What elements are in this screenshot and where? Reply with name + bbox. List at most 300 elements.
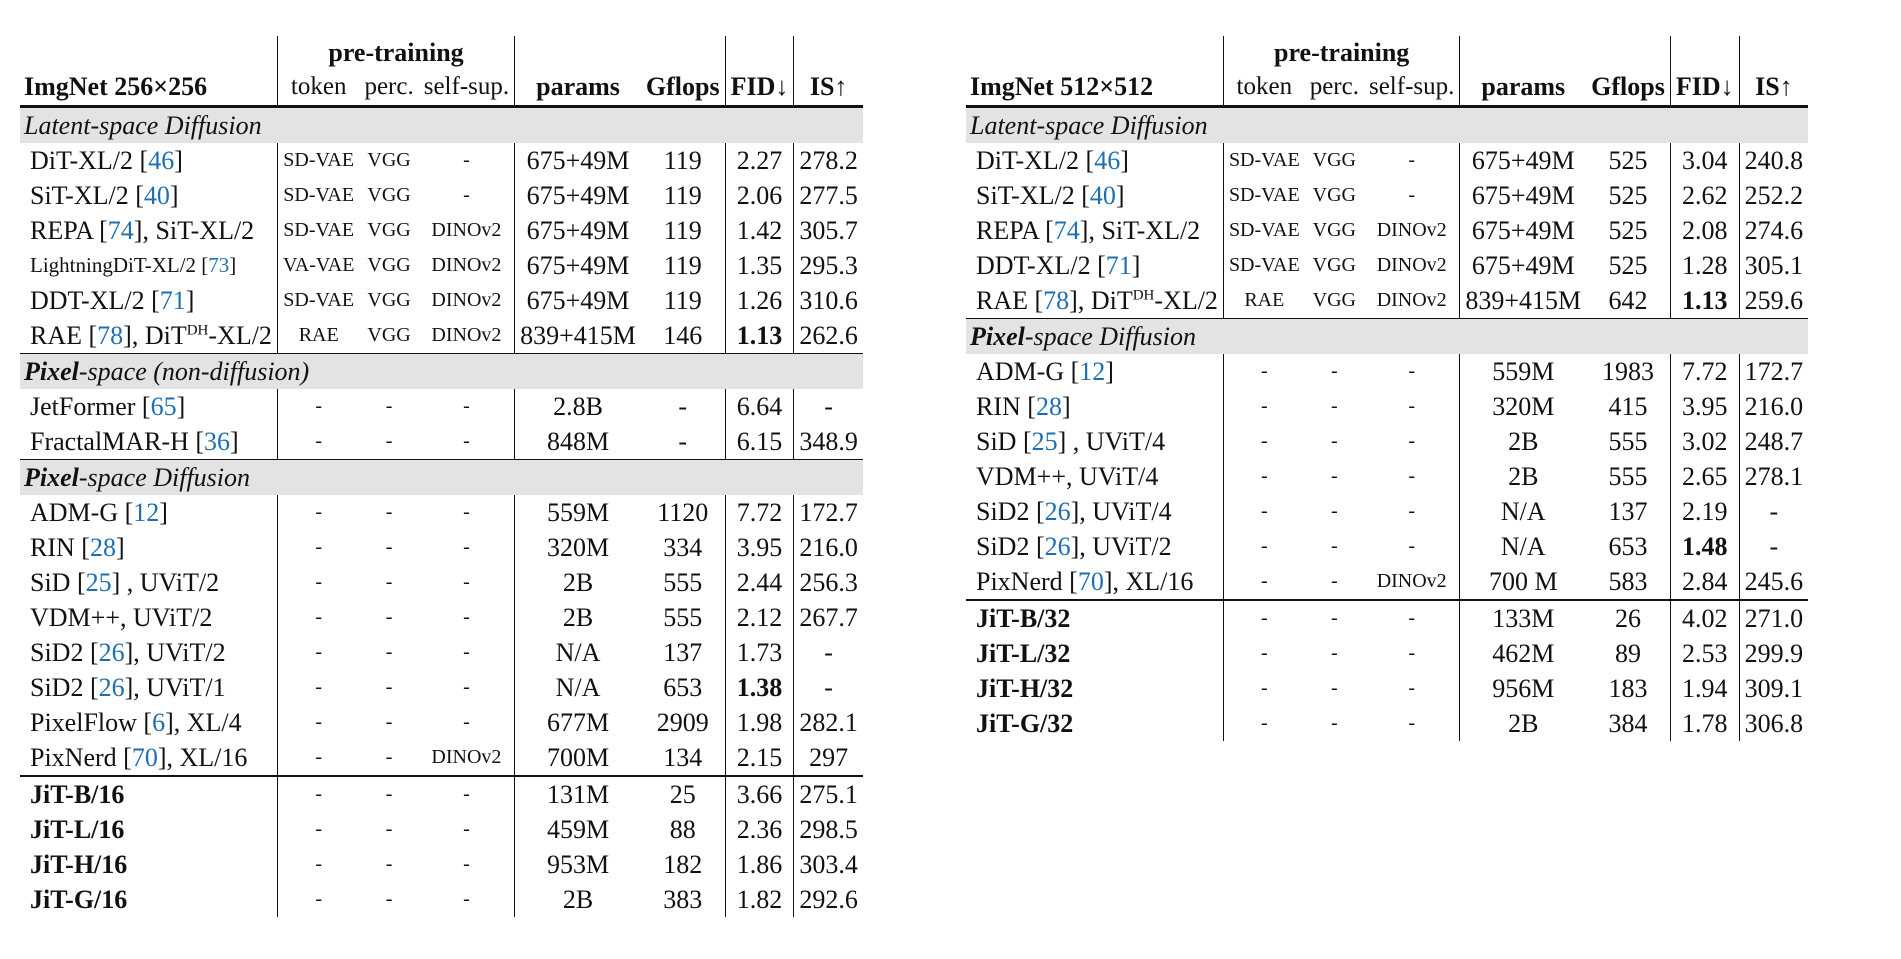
fid-cell: 6.64 — [725, 389, 794, 424]
token-cell: SD-VAE — [1223, 213, 1304, 248]
section-pixel-diffusion — [966, 319, 1808, 355]
fid-cell: 3.02 — [1670, 424, 1739, 459]
params-cell: N/A — [515, 670, 641, 705]
pretraining-header: pre-training — [1223, 36, 1459, 69]
model-name — [20, 882, 277, 917]
table-row — [20, 600, 863, 635]
params-cell: 2B — [1460, 459, 1586, 494]
perc-cell: VGG — [367, 219, 411, 241]
fid-cell: 1.42 — [725, 213, 794, 248]
model-name — [966, 459, 1223, 494]
perc-cell: - — [1331, 465, 1338, 487]
params-cell: N/A — [1460, 494, 1586, 529]
params-cell: 848M — [515, 424, 641, 460]
table-title: ImgNet 512×512 — [966, 69, 1223, 107]
citation-link: 26 — [1044, 497, 1071, 526]
model-text: PixelFlow [ — [30, 708, 153, 737]
is-cell: 298.5 — [794, 812, 863, 847]
citation-link: 65 — [150, 392, 177, 421]
selfsup-cell: - — [463, 430, 470, 452]
fid-cell: 1.28 — [1670, 248, 1739, 283]
gflops-cell: 89 — [1615, 639, 1642, 668]
selfsup-cell: - — [463, 184, 470, 206]
perc-cell: - — [1331, 570, 1338, 592]
params-cell: 459M — [515, 812, 641, 847]
token-cell: - — [1223, 636, 1304, 671]
model-text: ], XL/4 — [165, 708, 242, 737]
selfsup-cell: - — [1408, 360, 1416, 382]
perc-cell: VGG — [367, 289, 411, 311]
model-text: -XL/2 — [1154, 286, 1218, 315]
table-row — [966, 600, 1808, 636]
selfsup-cell: - — [463, 536, 470, 558]
model-name — [20, 495, 277, 530]
model-text: SiD2 [ — [30, 638, 99, 667]
is-cell: 274.6 — [1739, 213, 1808, 248]
gflops-cell: 525 — [1608, 216, 1648, 245]
gflops-cell: 119 — [663, 216, 702, 245]
table-row — [966, 494, 1808, 529]
col-perc: perc. — [1305, 69, 1364, 107]
params-cell: 320M — [1460, 389, 1586, 424]
model-text: ], UViT/1 — [124, 673, 226, 702]
token-cell: - — [1223, 671, 1304, 706]
token-cell: SD-VAE — [1223, 248, 1304, 283]
model-text: ], XL/16 — [157, 743, 248, 772]
params-cell: 559M — [1460, 354, 1586, 389]
token-cell: - — [277, 882, 359, 917]
is-cell: 259.6 — [1739, 283, 1808, 319]
params-cell: 559M — [515, 495, 641, 530]
is-cell: 277.5 — [794, 178, 863, 213]
table-row — [20, 565, 863, 600]
model-text: SiD [ — [976, 427, 1032, 456]
col-gflops: Gflops — [1586, 69, 1670, 107]
model-text: ] — [1120, 146, 1129, 175]
table-row — [20, 812, 863, 847]
gflops-cell: 653 — [663, 673, 703, 702]
token-cell: RAE — [277, 318, 359, 354]
selfsup-cell: - — [1408, 535, 1416, 557]
params-cell: 2B — [1460, 424, 1586, 459]
selfsup-cell: DINOv2 — [1376, 219, 1447, 241]
gflops-cell: - — [678, 392, 688, 421]
col-params: params — [515, 69, 641, 107]
section-latent — [966, 107, 1808, 144]
fid-cell: 2.19 — [1670, 494, 1739, 529]
params-cell: 956M — [1460, 671, 1586, 706]
perc-cell: - — [1331, 712, 1338, 734]
token-cell: - — [277, 812, 359, 847]
params-cell: 953M — [515, 847, 641, 882]
table-row — [20, 670, 863, 705]
section-pixel-nondiffusion — [20, 354, 863, 390]
is-cell: 271.0 — [1739, 600, 1808, 636]
col-selfsup: self-sup. — [1364, 69, 1460, 107]
gflops-cell: 642 — [1608, 286, 1648, 315]
model-text: JiT-B/32 — [976, 604, 1071, 633]
col-token: token — [1223, 69, 1304, 107]
token-cell: - — [277, 495, 359, 530]
table-row — [20, 705, 863, 740]
is-cell: 278.2 — [794, 143, 863, 178]
section-title: Latent-space Diffusion — [20, 107, 863, 144]
fid-cell: 1.82 — [725, 882, 794, 917]
selfsup-cell: - — [463, 149, 470, 171]
citation-link: 70 — [131, 743, 158, 772]
model-text: SiD2 [ — [30, 673, 99, 702]
gflops-cell: 137 — [663, 638, 703, 667]
model-text: ] — [115, 533, 125, 562]
gflops-cell: 334 — [663, 533, 703, 562]
token-cell: - — [277, 424, 359, 460]
model-text: ], UViT/4 — [1070, 497, 1172, 526]
is-cell: 299.9 — [1739, 636, 1808, 671]
token-cell: - — [1223, 600, 1304, 636]
model-name — [20, 635, 277, 670]
params-cell: 131M — [515, 776, 641, 812]
selfsup-cell: - — [1408, 500, 1416, 522]
is-cell: 240.8 — [1739, 143, 1808, 178]
token-cell: SD-VAE — [277, 283, 359, 318]
model-text: ], UViT/2 — [1070, 532, 1172, 561]
citation-link: 26 — [98, 638, 125, 667]
is-cell: 172.7 — [794, 495, 863, 530]
superscript: DH — [186, 322, 209, 339]
citation-link: 12 — [133, 498, 160, 527]
fid-cell: 1.35 — [725, 248, 794, 283]
model-name — [20, 248, 277, 283]
is-cell: 245.6 — [1739, 564, 1808, 600]
model-name — [966, 354, 1223, 389]
perc-cell: - — [1331, 500, 1338, 522]
params-cell: 675+49M — [1460, 248, 1586, 283]
gflops-cell: 415 — [1608, 392, 1648, 421]
model-text: RAE [ — [976, 286, 1044, 315]
superscript: DH — [1132, 287, 1155, 304]
table-row — [966, 564, 1808, 600]
fid-cell: 1.86 — [725, 847, 794, 882]
fid-cell: 1.73 — [725, 635, 794, 670]
selfsup-cell: - — [463, 676, 470, 698]
params-cell: 2B — [515, 600, 641, 635]
perc-cell: - — [385, 888, 393, 910]
perc-cell: - — [385, 501, 393, 523]
gflops-cell: 1983 — [1602, 357, 1655, 386]
citation-link: 40 — [1089, 181, 1116, 210]
section-title: Pixel-space Diffusion — [20, 460, 863, 496]
is-cell: 309.1 — [1739, 671, 1808, 706]
citation-link: 74 — [1053, 216, 1080, 245]
citation-link: 36 — [204, 427, 231, 456]
params-cell: 675+49M — [515, 143, 641, 178]
model-text: ], XL/16 — [1103, 567, 1194, 596]
fid-cell: 3.04 — [1670, 143, 1739, 178]
selfsup-cell: - — [1408, 677, 1416, 699]
model-name — [966, 178, 1223, 213]
fid-cell: 1.94 — [1670, 671, 1739, 706]
token-cell: - — [1223, 459, 1304, 494]
token-cell: SD-VAE — [1223, 178, 1304, 213]
token-cell: - — [1223, 529, 1304, 564]
model-text: ], DiT — [123, 321, 187, 350]
fid-cell: 4.02 — [1670, 600, 1739, 636]
model-text: ] , UViT/4 — [1057, 427, 1166, 456]
col-fid: FID↓ — [1670, 69, 1739, 107]
is-cell: 256.3 — [794, 565, 863, 600]
perc-cell: VGG — [1312, 184, 1357, 206]
col-perc: perc. — [359, 69, 418, 107]
citation-link: 25 — [1031, 427, 1058, 456]
model-name — [20, 530, 277, 565]
model-name — [966, 213, 1223, 248]
col-token: token — [277, 69, 359, 107]
token-cell: VA-VAE — [277, 248, 359, 283]
is-cell: - — [794, 389, 863, 424]
model-text: JiT-H/32 — [976, 674, 1074, 703]
selfsup-cell: - — [1408, 642, 1416, 664]
model-text: -XL/2 — [208, 321, 272, 350]
col-params: params — [1460, 69, 1586, 107]
gflops-cell: 137 — [1608, 497, 1648, 526]
selfsup-cell: - — [1364, 600, 1460, 636]
gflops-cell: 525 — [1608, 181, 1648, 210]
perc-cell: - — [385, 430, 393, 452]
params-cell: 675+49M — [1460, 178, 1586, 213]
fid-cell: 2.84 — [1670, 564, 1739, 600]
is-cell: - — [794, 670, 863, 705]
token-cell: - — [1223, 354, 1304, 389]
perc-cell: - — [385, 641, 393, 663]
perc-cell: - — [385, 818, 393, 840]
params-cell: 675+49M — [515, 178, 641, 213]
fid-cell: 2.44 — [725, 565, 794, 600]
model-text: ] — [1131, 251, 1141, 280]
selfsup-cell: - — [463, 711, 470, 733]
model-name — [966, 529, 1223, 564]
params-cell: N/A — [515, 635, 641, 670]
model-name — [20, 318, 277, 354]
gflops-cell: 134 — [663, 743, 703, 772]
model-name — [20, 389, 277, 424]
model-text: REPA [ — [30, 216, 108, 245]
token-cell: SD-VAE — [1223, 143, 1304, 178]
model-text: ] — [229, 253, 237, 277]
model-text: SiT-XL/2 [ — [30, 181, 144, 210]
is-cell: 295.3 — [794, 248, 863, 283]
table-row — [966, 424, 1808, 459]
fid-cell: 1.13 — [1670, 283, 1739, 319]
is-cell: 262.6 — [794, 318, 863, 354]
token-cell: - — [1223, 564, 1304, 600]
gflops-cell: 2909 — [656, 708, 709, 737]
citation-link: 28 — [1035, 392, 1062, 421]
model-name — [966, 424, 1223, 459]
selfsup-cell: - — [463, 571, 470, 593]
model-text: VDM++, UViT/2 — [30, 603, 213, 632]
table-row — [20, 248, 863, 283]
gflops-cell: 182 — [663, 850, 703, 879]
gflops-cell: 653 — [1608, 532, 1648, 561]
params-cell: 675+49M — [515, 283, 641, 318]
gflops-cell: 555 — [1608, 462, 1648, 491]
token-cell: - — [277, 740, 359, 776]
model-text: SiD2 [ — [976, 532, 1045, 561]
table-row — [20, 495, 863, 530]
perc-cell: - — [385, 395, 393, 417]
is-cell: 278.1 — [1739, 459, 1808, 494]
params-cell: 675+49M — [515, 213, 641, 248]
imagenet-512-table — [966, 36, 1808, 741]
gflops-cell: 146 — [663, 321, 703, 350]
model-text: ADM-G [ — [30, 498, 134, 527]
model-name — [20, 178, 277, 213]
citation-link: 71 — [1105, 251, 1132, 280]
model-name — [20, 847, 277, 882]
model-text: JiT-G/32 — [976, 709, 1074, 738]
model-name — [20, 776, 277, 812]
perc-cell: - — [1331, 430, 1338, 452]
perc-cell: VGG — [367, 254, 411, 276]
selfsup-cell: - — [1408, 184, 1416, 206]
citation-link: 28 — [89, 533, 116, 562]
fid-cell: 1.98 — [725, 705, 794, 740]
fid-cell: 1.78 — [1670, 706, 1739, 741]
is-cell: 252.2 — [1739, 178, 1808, 213]
col-selfsup: self-sup. — [419, 69, 515, 107]
model-name — [966, 283, 1223, 319]
perc-cell: - — [385, 536, 393, 558]
table-row — [20, 424, 863, 460]
selfsup-cell: - — [463, 501, 470, 523]
token-cell: - — [1223, 706, 1304, 741]
model-text: JiT-H/16 — [30, 850, 128, 879]
perc-cell: - — [385, 571, 393, 593]
token-cell: - — [277, 670, 359, 705]
perc-cell: VGG — [1312, 289, 1357, 311]
token-cell: - — [277, 635, 359, 670]
is-cell: - — [794, 635, 863, 670]
model-text: FractalMAR-H [ — [30, 427, 205, 456]
table-row — [966, 248, 1808, 283]
selfsup-cell: DINOv2 — [431, 289, 502, 311]
fid-cell: 2.12 — [725, 600, 794, 635]
model-text: JiT-B/16 — [30, 780, 125, 809]
fid-cell: 2.15 — [725, 740, 794, 776]
imagenet-256-table — [20, 36, 863, 917]
model-text: JiT-L/16 — [30, 815, 125, 844]
selfsup-cell: DINOv2 — [1376, 570, 1447, 592]
token-cell: SD-VAE — [277, 178, 359, 213]
table-row — [20, 283, 863, 318]
is-cell: 305.1 — [1739, 248, 1808, 283]
model-name — [966, 636, 1223, 671]
section-pixel-diffusion — [20, 460, 863, 496]
params-cell: 675+49M — [1460, 213, 1586, 248]
params-cell: 133M — [1460, 600, 1586, 636]
fid-cell: 1.48 — [1670, 529, 1739, 564]
model-name — [966, 494, 1223, 529]
is-cell: 248.7 — [1739, 424, 1808, 459]
model-text: JetFormer [ — [30, 392, 151, 421]
model-name — [20, 812, 277, 847]
model-name — [20, 213, 277, 248]
params-cell: 700 M — [1460, 564, 1586, 600]
gflops-cell: 555 — [1608, 427, 1648, 456]
table-row — [966, 529, 1808, 564]
fid-cell: 1.26 — [725, 283, 794, 318]
is-cell: 305.7 — [794, 213, 863, 248]
gflops-cell: 88 — [669, 815, 696, 844]
selfsup-cell: - — [463, 888, 470, 910]
model-text: REPA [ — [976, 216, 1054, 245]
citation-link: 6 — [152, 708, 166, 737]
token-cell: SD-VAE — [277, 143, 359, 178]
gflops-cell: 525 — [1608, 251, 1648, 280]
model-text: ] , UViT/2 — [111, 568, 220, 597]
selfsup-cell: DINOv2 — [1376, 254, 1447, 276]
perc-cell: - — [385, 853, 393, 875]
token-cell: - — [277, 776, 359, 812]
fid-cell: 2.65 — [1670, 459, 1739, 494]
model-text: RAE [ — [30, 321, 98, 350]
table-row — [966, 283, 1808, 319]
table-row — [966, 636, 1808, 671]
model-name — [966, 671, 1223, 706]
token-cell: SD-VAE — [277, 213, 359, 248]
model-text: RIN [ — [30, 533, 90, 562]
table-row — [20, 530, 863, 565]
model-text: ], UViT/2 — [124, 638, 226, 667]
model-text: ] — [230, 427, 239, 456]
citation-link: 70 — [1077, 567, 1104, 596]
table-row — [20, 635, 863, 670]
model-text: DiT-XL/2 [ — [30, 146, 149, 175]
table-row — [966, 213, 1808, 248]
token-cell: - — [277, 705, 359, 740]
citation-link: 71 — [159, 286, 186, 315]
table-row — [20, 213, 863, 248]
model-text: SiD [ — [30, 568, 86, 597]
table-row — [20, 847, 863, 882]
model-text: JiT-L/32 — [976, 639, 1071, 668]
section-title: Latent-space Diffusion — [966, 107, 1808, 144]
fid-cell: 2.08 — [1670, 213, 1739, 248]
perc-cell: VGG — [367, 149, 411, 171]
model-text: ] — [174, 146, 183, 175]
model-name — [20, 143, 277, 178]
token-cell: - — [1223, 389, 1304, 424]
selfsup-cell: DINOv2 — [431, 219, 502, 241]
params-cell: 677M — [515, 705, 641, 740]
is-cell: 310.6 — [794, 283, 863, 318]
citation-link: 12 — [1079, 357, 1106, 386]
citation-link: 26 — [98, 673, 125, 702]
is-cell: 172.7 — [1739, 354, 1808, 389]
token-cell: - — [277, 565, 359, 600]
params-cell: 700M — [515, 740, 641, 776]
fid-cell: 2.53 — [1670, 636, 1739, 671]
selfsup-cell: - — [463, 395, 470, 417]
col-is: IS↑ — [794, 69, 863, 107]
model-text: ] — [1061, 392, 1071, 421]
params-cell: 320M — [515, 530, 641, 565]
model-text: DDT-XL/2 [ — [976, 251, 1106, 280]
model-text: PixNerd [ — [976, 567, 1078, 596]
selfsup-cell: - — [1408, 712, 1416, 734]
gflops-cell: 383 — [663, 885, 703, 914]
gflops-cell: - — [678, 427, 688, 456]
